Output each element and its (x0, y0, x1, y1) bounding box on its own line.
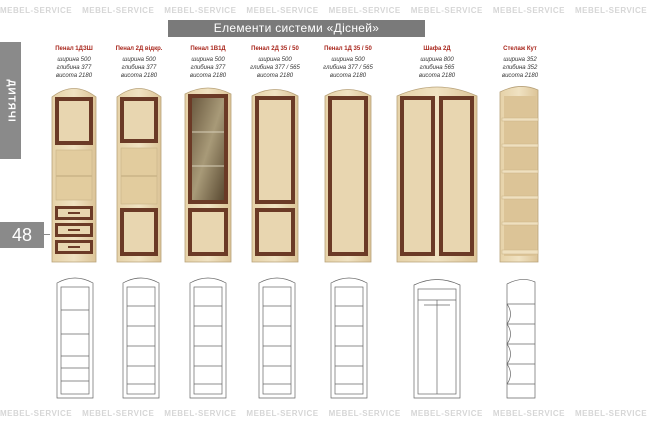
product-name: Пенал 1Д 35 / 50 (324, 46, 372, 52)
spec-line: ширина 500 (258, 57, 292, 63)
line-drawings (57, 278, 535, 398)
drawing-2 (123, 278, 159, 398)
product-name: Стелаж Кут (503, 46, 537, 52)
cabinet-penal-1dzsh (52, 89, 96, 263)
page-number: 48 (0, 222, 44, 248)
drawing-5 (331, 278, 367, 398)
drawing-7 (507, 279, 535, 398)
product-name: Пенал 1ДЗШ (55, 46, 93, 52)
spec-line: ширина 500 (122, 57, 156, 63)
watermark-bottom: MEBEL-SERVICE MEBEL-SERVICE MEBEL-SERVICE MEBEL-SERVICE MEBEL-SERVICE MEBEL-SERVICE MEBEL-SERVICE MEBEL-SERVICE (0, 409, 648, 418)
spec-line: глибина 377 / 565 (323, 65, 373, 71)
product-name: Пенал 2Д 35 / 50 (251, 46, 299, 52)
spec-line: висота 2180 (501, 73, 539, 79)
drawing-1 (57, 278, 93, 398)
drawing-4 (259, 278, 295, 398)
spec-line: ширина 800 (420, 57, 454, 63)
spec-line: глибина 377 (56, 65, 92, 71)
cabinet-penal-1d-35-50 (325, 90, 371, 263)
product-name: Пенал 1В1Д (190, 46, 226, 52)
spec-line: глибина 377 (190, 65, 226, 71)
spec-line: глибина 565 (419, 65, 455, 71)
spec-line: ширина 500 (57, 57, 91, 63)
spec-line: ширина 500 (191, 57, 225, 63)
spec-line: висота 2180 (55, 73, 93, 79)
watermark-top: MEBEL-SERVICE MEBEL-SERVICE MEBEL-SERVICE MEBEL-SERVICE MEBEL-SERVICE MEBEL-SERVICE MEBEL-SERVICE MEBEL-SERVICE (0, 6, 648, 15)
spec-line: висота 2180 (329, 73, 367, 79)
spec-line: висота 2180 (189, 73, 227, 79)
cabinet-penal-2d-35-50 (252, 90, 298, 263)
spec-line: глибина 377 (121, 65, 157, 71)
product-name: Шафа 2Д (423, 46, 451, 52)
spec-line: ширина 352 (503, 57, 537, 63)
spec-line: глибина 377 / 565 (250, 65, 300, 71)
cabinet-penal-1v1d (185, 88, 231, 262)
cabinet-penal-2d-open (117, 89, 161, 263)
shelving-corner (500, 86, 538, 262)
drawing-6 (414, 280, 460, 399)
spec-line: ширина 500 (331, 57, 365, 63)
spec-line: висота 2180 (418, 73, 456, 79)
wardrobe-2d (397, 87, 477, 262)
section-tab: ДИТЯЧІ (0, 42, 21, 159)
spec-line: висота 2180 (120, 73, 158, 79)
page-title: Елементи системи «Дісней» (168, 20, 425, 37)
spec-line: глибина 352 (502, 65, 538, 71)
product-name: Пенал 2Д відкр. (115, 46, 163, 52)
spec-line: висота 2180 (256, 73, 294, 79)
drawing-3 (190, 278, 226, 398)
